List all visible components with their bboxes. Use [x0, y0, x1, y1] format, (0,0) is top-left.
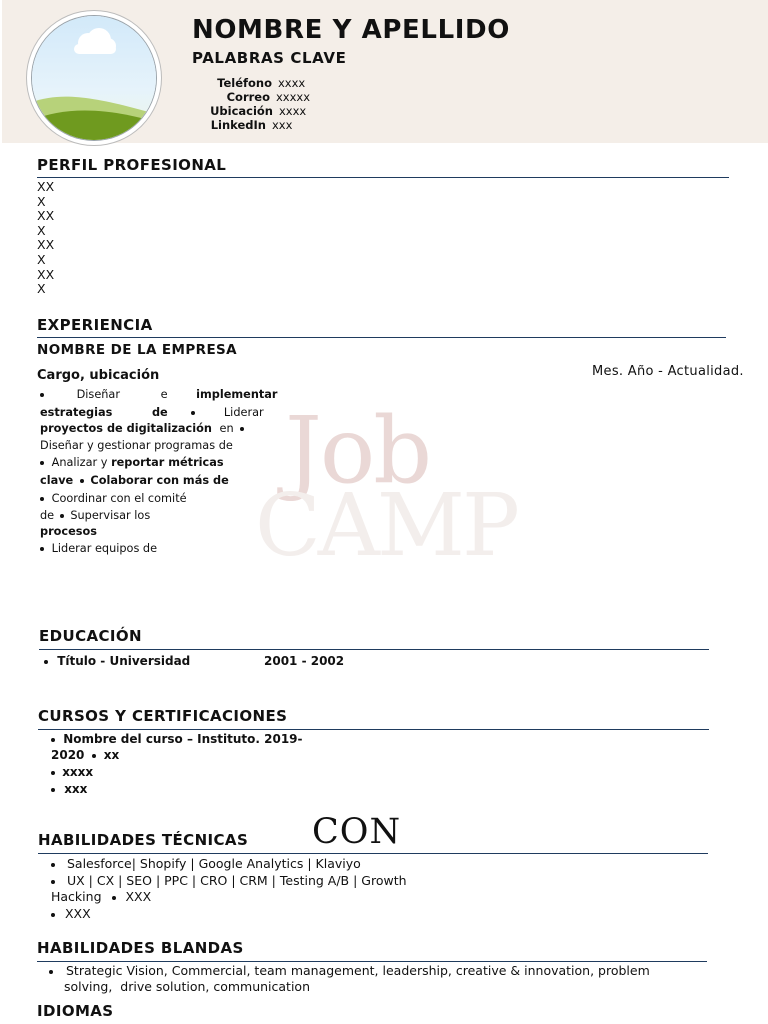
- course-item: xxxx: [51, 765, 93, 779]
- bullet-icon: [49, 970, 53, 974]
- contact-value: xxx: [272, 118, 293, 132]
- contact-label: LinkedIn: [210, 118, 266, 132]
- contact-location: [209, 104, 306, 118]
- perfil-line: XX: [37, 179, 55, 194]
- education-item: Título - Universidad: [44, 654, 190, 668]
- exp-line: Liderar equipos de: [40, 542, 157, 555]
- jobcamp-watermark-logo: [255, 397, 535, 580]
- perfil-line: XX: [37, 266, 55, 282]
- exp-line: Diseñar y gestionar programas de: [40, 439, 233, 452]
- section-divider: [37, 177, 729, 178]
- section-title-experiencia: EXPERIENCIA: [37, 316, 153, 334]
- skill-item: XXX: [51, 906, 91, 921]
- contact-linkedin: [202, 118, 292, 132]
- contact-value: xxxxx: [276, 90, 311, 104]
- section-divider: [37, 337, 726, 338]
- section-title-tecnicas: HABILIDADES TÉCNICAS: [38, 831, 249, 849]
- exp-line: clave Colaborar con más de: [40, 474, 229, 487]
- bullet-icon: [44, 660, 48, 664]
- section-divider: [37, 961, 707, 962]
- perfil-text: [37, 180, 54, 297]
- bullet-icon: [80, 479, 84, 483]
- landscape-placeholder-icon: [32, 16, 156, 140]
- exp-line: de Supervisar los: [40, 509, 151, 522]
- bullet-icon: [51, 738, 55, 742]
- exp-line: Coordinar con el comité: [40, 492, 187, 505]
- perfil-line: XX: [37, 237, 55, 253]
- keywords: PALABRAS CLAVE: [192, 49, 347, 67]
- exp-line: Diseñar e implementar: [40, 388, 277, 401]
- bullet-icon: [191, 411, 195, 415]
- skill-item: UX | CX | SEO | PPC | CRO | CRM | Testing A/B | Growth: [51, 873, 407, 888]
- bullet-icon: [40, 547, 44, 551]
- job-role: Cargo, ubicación: [37, 368, 160, 383]
- bullet-icon: [51, 771, 55, 775]
- stamp-text: CON: [312, 812, 402, 852]
- course-item: xxx: [51, 782, 87, 796]
- soft-skill-item: solving, drive solution, communication: [64, 979, 311, 994]
- contact-email: [206, 90, 310, 104]
- perfil-line: X: [37, 251, 46, 267]
- bullet-icon: [112, 896, 116, 900]
- perfil-line: X: [37, 222, 46, 238]
- section-divider: [38, 853, 708, 854]
- contact-label: Ubicación: [210, 104, 273, 118]
- bullet-icon: [51, 788, 55, 792]
- full-name: NOMBRE Y APELLIDO: [192, 15, 510, 45]
- section-title-blandas: HABILIDADES BLANDAS: [37, 939, 244, 957]
- perfil-line: X: [37, 193, 46, 209]
- section-title-perfil: PERFIL PROFESIONAL: [37, 156, 227, 174]
- exp-line: procesos: [40, 525, 97, 538]
- perfil-line: X: [37, 281, 46, 297]
- bullet-icon: [40, 461, 44, 465]
- course-item: 2020 xx: [51, 748, 120, 762]
- bullet-icon: [92, 754, 96, 758]
- bullet-icon: [51, 880, 55, 884]
- soft-skill-item: Strategic Vision, Commercial, team management, leadership, creative & innovation, problem: [49, 963, 650, 978]
- section-divider: [39, 649, 709, 650]
- section-divider: [38, 729, 709, 730]
- contact-value: xxxx: [279, 104, 307, 118]
- bullet-icon: [51, 913, 55, 917]
- bullet-icon: [240, 427, 244, 431]
- section-title-idiomas: IDIOMAS: [37, 1002, 114, 1020]
- exp-line: estrategias de Liderar: [40, 406, 264, 419]
- bullet-icon: [40, 393, 44, 397]
- contact-value: xxxx: [278, 76, 306, 90]
- profile-photo: [27, 11, 161, 145]
- company-name: NOMBRE DE LA EMPRESA: [37, 342, 238, 358]
- course-item: Nombre del curso – Instituto. 2019-: [51, 732, 303, 746]
- perfil-line: XX: [37, 208, 55, 224]
- bullet-icon: [60, 514, 64, 518]
- watermark-top: Job: [285, 397, 431, 504]
- section-title-cursos: CURSOS Y CERTIFICACIONES: [38, 707, 288, 725]
- watermark-bottom: CAMP: [255, 476, 517, 576]
- bullet-icon: [40, 497, 44, 501]
- bullet-icon: [51, 863, 55, 867]
- skill-item: Hacking XXX: [51, 889, 152, 904]
- section-title-educacion: EDUCACIÓN: [39, 627, 142, 645]
- contact-label: Teléfono: [217, 76, 272, 90]
- exp-line: proyectos de digitalización en: [40, 422, 244, 435]
- job-dates: Mes. Año - Actualidad.: [592, 364, 744, 379]
- exp-line: Analizar y reportar métricas: [40, 456, 224, 469]
- contact-label: Correo: [226, 90, 270, 104]
- skill-item: Salesforce| Shopify | Google Analytics | Klaviyo: [51, 856, 361, 871]
- education-years: 2001 - 2002: [264, 654, 345, 668]
- contact-phone: [208, 76, 305, 90]
